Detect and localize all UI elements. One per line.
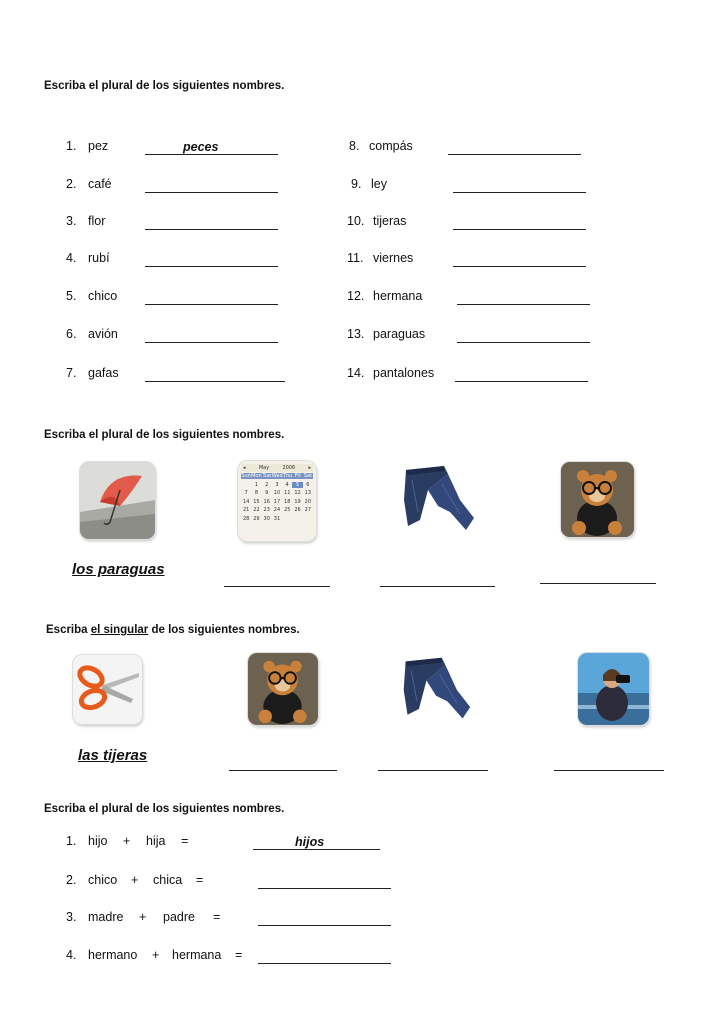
umbrella-picture — [80, 462, 155, 539]
calendar-day-name: Wed — [271, 473, 283, 479]
answer-blank[interactable] — [453, 192, 586, 193]
item-word: chico — [88, 289, 118, 303]
answer-text: peces — [183, 140, 219, 154]
calendar-day: 3 — [275, 481, 279, 488]
section2-blank-3[interactable] — [380, 586, 495, 587]
scissors-picture — [73, 655, 142, 724]
item-number: 3. — [66, 214, 77, 228]
calendar-month: May — [258, 465, 270, 471]
calendar-prev-icon: ◂ — [243, 465, 246, 471]
glasses-bear-picture-2 — [248, 653, 318, 725]
calendar-day: 2 — [265, 481, 269, 488]
calendar-day: 28 — [242, 515, 250, 522]
item-word: pez — [88, 139, 109, 153]
item-word: gafas — [88, 366, 119, 380]
item-number: 1. — [66, 139, 77, 153]
equals-sign: = — [181, 834, 189, 848]
item-word-b: hermana — [172, 948, 222, 962]
section3-blank-4[interactable] — [554, 770, 664, 771]
item-number: 1. — [66, 834, 77, 848]
calendar-day: 19 — [294, 498, 301, 505]
section2-answer: los paraguas — [72, 561, 165, 578]
item-word-a: madre — [88, 910, 124, 924]
section3-heading-post: de los siguientes nombres. — [148, 624, 300, 636]
item-word: avión — [88, 327, 118, 341]
item-word: viernes — [373, 251, 414, 265]
item-number: 10. — [347, 214, 365, 228]
calendar-day: 23 — [263, 507, 270, 513]
section1-heading: Escriba el plural de los siguientes nombres. — [44, 80, 285, 92]
item-word: tijeras — [373, 214, 407, 228]
item-number: 4. — [66, 251, 77, 265]
item-number: 6. — [66, 327, 77, 341]
item-word-b: chica — [153, 873, 183, 887]
calendar-day: 26 — [294, 507, 301, 513]
calendar-day: 1 — [254, 481, 259, 488]
answer-blank[interactable] — [145, 342, 278, 343]
calendar-day: 14 — [242, 498, 250, 505]
item-number: 14. — [347, 366, 365, 380]
calendar-day-name: Fri — [294, 473, 301, 479]
plus-sign: + — [123, 834, 131, 848]
answer-blank[interactable] — [258, 925, 391, 926]
calendar-day — [241, 482, 251, 488]
answer-blank[interactable] — [258, 888, 391, 889]
calendar-day: 27 — [304, 507, 312, 513]
calendar-day: 18 — [284, 498, 291, 505]
calendar-year: 2006 — [282, 465, 296, 471]
plus-sign: + — [131, 873, 139, 887]
calendar-day: 29 — [253, 515, 260, 522]
item-number: 7. — [66, 366, 77, 380]
jeans-picture-2 — [398, 652, 474, 728]
answer-blank[interactable] — [258, 963, 391, 964]
calendar-day: 17 — [273, 498, 281, 505]
calendar-day-header — [241, 473, 313, 479]
calendar-day: 8 — [254, 490, 259, 496]
item-word: flor — [88, 214, 106, 228]
item-word: hermana — [373, 289, 423, 303]
answer-blank[interactable] — [455, 381, 588, 382]
calendar-day: 30 — [263, 515, 270, 522]
calendar-day — [292, 516, 302, 522]
item-word: paraguas — [373, 327, 426, 341]
calendar-day: 9 — [265, 490, 269, 496]
answer-blank[interactable] — [448, 154, 581, 155]
answer-blank[interactable] — [253, 849, 380, 850]
calendar-picture — [238, 461, 316, 541]
section4-heading: Escriba el plural de los siguientes nombres. — [44, 803, 285, 815]
answer-blank[interactable] — [145, 192, 278, 193]
equals-sign: = — [196, 873, 204, 887]
calendar-day: 31 — [273, 515, 281, 522]
item-word: café — [88, 177, 112, 191]
calendar-day-name: Sat — [303, 473, 313, 479]
item-number: 9. — [351, 177, 362, 191]
calendar-day: 20 — [304, 498, 312, 505]
answer-blank[interactable] — [145, 381, 285, 382]
calendar-day: 5 — [292, 482, 302, 488]
item-word-a: chico — [88, 873, 118, 887]
item-word: rubí — [88, 251, 110, 265]
answer-blank[interactable] — [453, 229, 586, 230]
section2-heading: Escriba el plural de los siguientes nombres. — [44, 429, 285, 441]
calendar-day: 22 — [253, 507, 260, 513]
section3-blank-3[interactable] — [378, 770, 488, 771]
calendar-day: 12 — [294, 490, 301, 496]
calendar-day — [303, 516, 313, 522]
item-word-b: padre — [163, 910, 195, 924]
calendar-day: 4 — [285, 481, 289, 488]
item-word-a: hijo — [88, 834, 108, 848]
item-number: 3. — [66, 910, 77, 924]
jeans-picture — [398, 460, 478, 540]
section2-blank-4[interactable] — [540, 583, 656, 584]
calendar-day: 21 — [242, 507, 250, 513]
item-number: 13. — [347, 327, 365, 341]
item-number: 4. — [66, 948, 77, 962]
item-number: 12. — [347, 289, 365, 303]
calendar-day: 16 — [263, 498, 270, 505]
calendar-day: 6 — [306, 481, 310, 488]
calendar-day: 15 — [253, 498, 260, 505]
section3-heading-pre: Escriba — [46, 624, 91, 636]
calendar-day: 10 — [273, 490, 281, 496]
calendar-day-name: Mon — [251, 473, 262, 479]
item-number: 2. — [66, 177, 77, 191]
item-word-b: hija — [146, 834, 166, 848]
answer-blank[interactable] — [145, 154, 278, 155]
calendar-days — [241, 482, 313, 522]
answer-text: hijos — [295, 835, 325, 849]
calendar-day — [282, 516, 292, 522]
calendar-day: 25 — [284, 507, 291, 513]
answer-blank[interactable] — [145, 304, 278, 305]
item-word-a: hermano — [88, 948, 138, 962]
item-word: pantalones — [373, 366, 435, 380]
answer-blank[interactable] — [457, 342, 590, 343]
answer-blank[interactable] — [145, 229, 278, 230]
plus-sign: + — [152, 948, 160, 962]
item-word: ley — [371, 177, 387, 191]
calendar-day: 11 — [284, 490, 291, 496]
answer-blank[interactable] — [145, 266, 278, 267]
answer-blank[interactable] — [453, 266, 586, 267]
item-number: 11. — [347, 251, 364, 265]
calendar-day-name: Tue — [262, 473, 271, 479]
section3-answer: las tijeras — [78, 747, 148, 764]
calendar-day-name: Sun — [241, 473, 251, 479]
item-number: 5. — [66, 289, 77, 303]
section2-blank-2[interactable] — [224, 586, 330, 587]
equals-sign: = — [235, 948, 243, 962]
plus-sign: + — [139, 910, 147, 924]
section3-heading — [46, 624, 300, 636]
calendar-next-icon: ▸ — [308, 465, 311, 471]
section3-blank-2[interactable] — [229, 770, 337, 771]
calendar-day: 24 — [273, 507, 281, 513]
answer-blank[interactable] — [457, 304, 590, 305]
calendar-day: 7 — [244, 490, 248, 496]
binoculars-picture — [578, 653, 649, 725]
item-number: 2. — [66, 873, 77, 887]
equals-sign: = — [213, 910, 221, 924]
glasses-bear-picture — [561, 462, 634, 537]
calendar-day: 13 — [304, 490, 312, 496]
item-number: 8. — [349, 139, 360, 153]
calendar-day-name: Thu — [283, 473, 293, 479]
section3-heading-underlined: el singular — [90, 624, 149, 636]
item-word: compás — [369, 139, 413, 153]
